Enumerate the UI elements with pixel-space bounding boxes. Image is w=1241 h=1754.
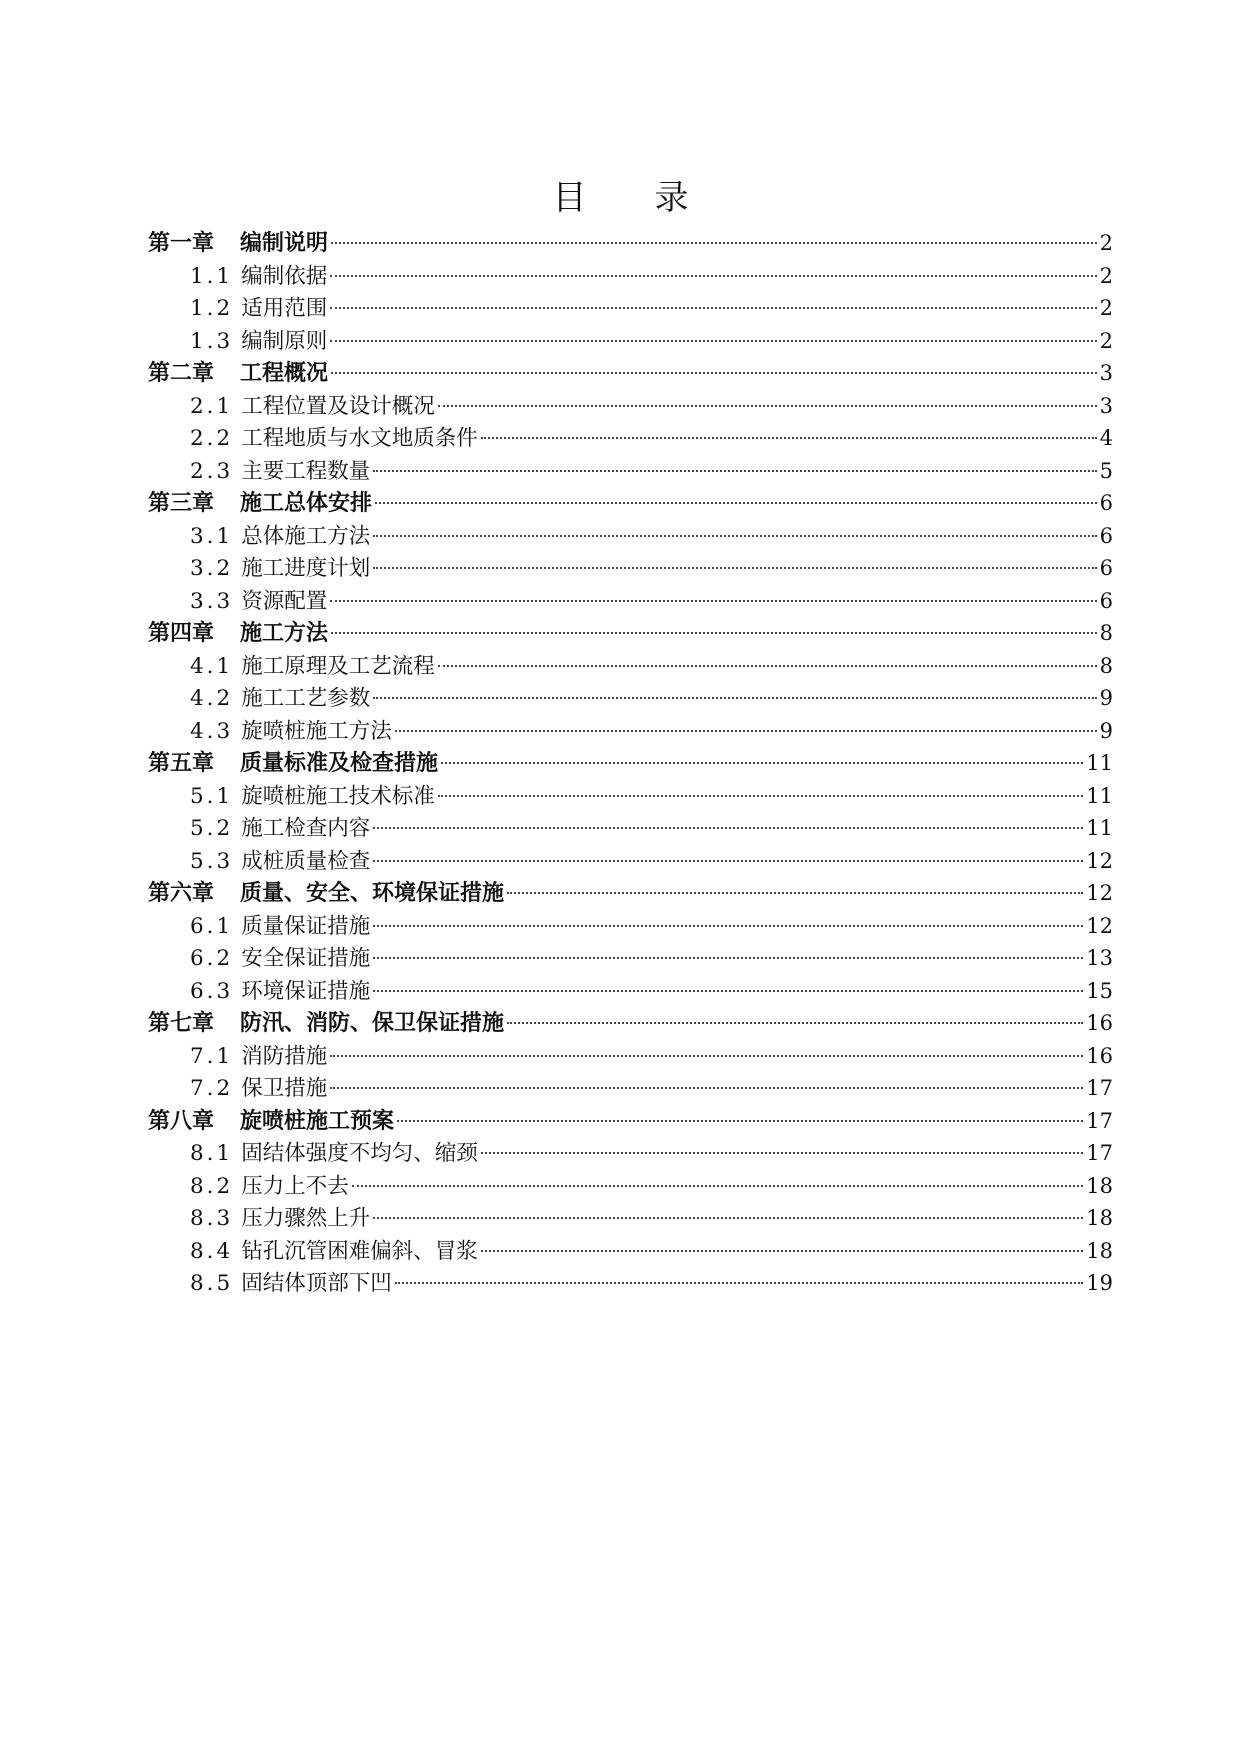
toc-entry-number: 1.3 [190,328,234,354]
dot-leader [438,405,1097,407]
toc-entry-label [148,747,438,780]
toc-section-entry[interactable] [148,552,1113,585]
toc-page-number: 17 [1086,1141,1113,1165]
toc-entry-label [148,1007,504,1040]
dot-leader [373,697,1096,699]
toc-entry-label [190,813,370,846]
toc-page-number: 17 [1086,1076,1113,1100]
toc-page-number: 17 [1086,1108,1113,1133]
toc-entry-title: 消防措施 [241,1043,328,1069]
toc-entry-number: 第五章 [148,750,215,776]
toc-entry-number: 8.2 [190,1173,234,1199]
toc-chapter-entry[interactable] [148,747,1113,780]
toc-entry-number: 1.2 [190,296,234,321]
toc-entry-label [190,391,435,424]
toc-entry-number: 5.3 [190,848,234,874]
dot-leader [330,1087,1083,1089]
toc-entry-number: 第四章 [148,620,215,646]
toc-entry-label [190,1203,370,1236]
toc-entry-number: 第三章 [148,490,215,516]
toc-page-number: 3 [1099,393,1113,418]
toc-entry-label [148,487,372,520]
toc-entry-number: 第八章 [148,1107,215,1134]
toc-entry-label [190,261,327,294]
toc-entry-number: 6.2 [190,946,234,971]
dot-leader [330,340,1096,342]
toc-entry-label [190,1236,478,1269]
toc-page-number: 13 [1086,946,1113,970]
toc-entry-number: 3.2 [190,556,234,581]
toc-entry-label [190,846,370,879]
toc-page-number: 12 [1086,913,1113,938]
toc-chapter-entry[interactable] [148,1105,1113,1138]
toc-page-number: 11 [1086,816,1113,840]
toc-entry-label [148,617,328,650]
toc-entry-label [190,326,327,359]
toc-entry-label [190,943,370,976]
dot-leader [438,795,1084,797]
toc-page-number: 2 [1099,263,1113,288]
toc-entry-title: 钻孔沉管困难偏斜、冒浆 [241,1238,478,1264]
page-title [0,170,1241,226]
toc-entry-label [148,1105,394,1138]
toc-section-entry[interactable] [148,1137,1113,1170]
dot-leader [373,827,1083,829]
toc-entry-title: 总体施工方法 [241,523,371,549]
toc-page-number: 12 [1086,848,1113,873]
toc-section-entry[interactable] [148,942,1113,975]
toc-entry-title: 固结体顶部下凹 [241,1271,392,1296]
toc-page-number: 2 [1099,296,1113,320]
toc-page-number: 3 [1099,361,1113,385]
toc-section-entry[interactable] [148,292,1113,325]
toc-page-number: 15 [1086,978,1113,1003]
toc-section-entry[interactable] [148,1170,1113,1203]
toc-page-number: 16 [1086,1011,1113,1035]
dot-leader [507,1022,1083,1024]
toc-entry-title: 压力上不去 [241,1173,349,1199]
toc-entry-title: 旋喷桩施工方法 [241,718,392,744]
toc-entry-title: 施工进度计划 [241,556,371,581]
toc-entry-title: 适用范围 [241,296,328,321]
toc-entry-label [190,683,370,716]
toc-entry-label [190,1268,392,1301]
toc-entry-number: 5.1 [190,783,234,809]
toc-entry-title: 压力骤然上升 [241,1206,371,1231]
toc-chapter-entry[interactable] [148,227,1113,260]
toc-section-entry[interactable] [148,812,1113,845]
dot-leader [481,1250,1084,1252]
toc-page-number: 11 [1086,783,1113,808]
toc-entry-title: 工程概况 [240,360,329,386]
toc-entry-number: 2.3 [190,458,234,484]
toc-entry-label [148,227,328,260]
toc-page-number: 19 [1086,1271,1113,1295]
toc-page-number: 6 [1099,523,1113,548]
toc-entry-title: 旋喷桩施工技术标准 [241,783,435,809]
dot-leader [331,632,1097,634]
toc-entry-label [190,911,370,944]
dot-leader [331,372,1097,374]
toc-entry-title: 质量、安全、环境保证措施 [240,880,505,906]
dot-leader [375,502,1097,504]
title-char-2: 录 [654,178,689,218]
toc-entry-title: 编制说明 [240,230,329,256]
toc-chapter-entry[interactable] [148,1007,1113,1040]
toc-page-number: 18 [1086,1173,1113,1198]
toc-entry-title: 施工总体安排 [240,490,373,516]
toc-page-number: 6 [1099,491,1113,515]
toc-entry-title: 成桩质量检查 [241,848,371,874]
dot-leader [330,307,1096,309]
toc-chapter-entry[interactable] [148,617,1113,650]
dot-leader [438,665,1097,667]
toc-entry-title: 防汛、消防、保卫保证措施 [240,1010,505,1036]
toc-page-number: 18 [1086,1238,1113,1263]
toc-page-number: 16 [1086,1043,1113,1068]
toc-entry-title: 主要工程数量 [241,458,371,484]
toc-section-entry[interactable] [148,1202,1113,1235]
toc-section-entry[interactable] [148,910,1113,943]
toc-page-number: 8 [1099,621,1113,645]
toc-entry-title: 编制依据 [241,263,328,289]
toc-section-entry[interactable] [148,1040,1113,1073]
toc-entry-title: 工程位置及设计概况 [241,393,435,419]
toc-section-entry[interactable] [148,1267,1113,1300]
toc-page-number: 18 [1086,1206,1113,1230]
toc-entry-label [190,553,370,586]
dot-leader [373,990,1083,992]
toc-entry-number: 第一章 [148,230,215,256]
toc-chapter-entry[interactable] [148,357,1113,390]
toc-entry-number: 7.1 [190,1043,234,1069]
toc-entry-label [148,357,328,390]
toc-entry-label [190,456,370,489]
dot-leader [397,1120,1083,1122]
dot-leader [373,957,1083,959]
toc-entry-title: 质量标准及检查措施 [240,750,439,776]
dot-leader [507,892,1083,894]
toc-entry-label [190,423,478,456]
toc-page-number: 11 [1086,751,1113,775]
dot-leader [352,1185,1084,1187]
toc-entry-title: 保卫措施 [241,1076,328,1101]
toc-entry-label [190,716,392,749]
dot-leader [373,567,1096,569]
toc-entry-number: 8.5 [190,1271,234,1296]
toc-section-entry[interactable] [148,1072,1113,1105]
toc-entry-title: 编制原则 [241,328,328,354]
dot-leader [330,275,1096,277]
toc-page-number: 5 [1099,458,1113,483]
toc-entry-label [148,877,504,910]
dot-leader [481,1152,1084,1154]
toc-entry-number: 6.3 [190,978,234,1004]
dot-leader [373,925,1083,927]
toc-section-entry[interactable] [148,520,1113,553]
toc-entry-number: 3.1 [190,523,234,549]
toc-entry-number: 3.3 [190,588,234,614]
dot-leader [373,1217,1083,1219]
toc-entry-label [190,781,435,814]
toc-section-entry[interactable] [148,682,1113,715]
dot-leader [331,242,1097,244]
toc-section-entry[interactable] [148,780,1113,813]
toc-section-entry[interactable] [148,845,1113,878]
toc-entry-title: 环境保证措施 [241,978,371,1004]
toc-entry-label [190,586,327,619]
toc-entry-number: 6.1 [190,913,234,939]
table-of-contents [148,227,1113,1300]
toc-entry-label [190,651,435,684]
toc-entry-label [190,1171,349,1204]
toc-entry-number: 2.2 [190,426,234,451]
toc-entry-label [190,1073,327,1106]
toc-section-entry[interactable] [148,715,1113,748]
toc-entry-title: 资源配置 [241,588,328,614]
toc-entry-number: 8.3 [190,1206,234,1231]
toc-entry-number: 1.1 [190,263,234,289]
toc-entry-title: 施工检查内容 [241,816,371,841]
toc-entry-number: 4.3 [190,718,234,744]
dot-leader [395,1282,1084,1284]
dot-leader [395,730,1097,732]
toc-entry-label [190,1041,327,1074]
toc-entry-number: 4.2 [190,686,234,711]
toc-chapter-entry[interactable] [148,487,1113,520]
toc-section-entry[interactable] [148,585,1113,618]
toc-page-number: 12 [1086,881,1113,905]
toc-entry-title: 质量保证措施 [241,913,371,939]
toc-section-entry[interactable] [148,390,1113,423]
toc-section-entry[interactable] [148,422,1113,455]
toc-section-entry[interactable] [148,975,1113,1008]
dot-leader [373,535,1096,537]
toc-entry-number: 7.2 [190,1076,234,1101]
toc-section-entry[interactable] [148,325,1113,358]
toc-page-number: 4 [1099,426,1113,450]
toc-entry-label [190,976,370,1009]
toc-page-number: 6 [1099,588,1113,613]
toc-entry-number: 5.2 [190,816,234,841]
toc-entry-number: 第七章 [148,1010,215,1036]
toc-page-number: 9 [1099,718,1113,743]
toc-page-number: 9 [1099,686,1113,710]
toc-entry-number: 4.1 [190,653,234,679]
toc-page-number: 8 [1099,653,1113,678]
dot-leader [330,1055,1083,1057]
dot-leader [441,762,1083,764]
toc-section-entry[interactable] [148,455,1113,488]
toc-entry-label [190,293,327,326]
toc-section-entry[interactable] [148,1235,1113,1268]
toc-entry-number: 2.1 [190,393,234,419]
dot-leader [330,600,1096,602]
toc-entry-number: 第二章 [148,360,215,386]
dot-leader [373,470,1096,472]
toc-entry-title: 固结体强度不均匀、缩颈 [241,1141,478,1166]
toc-entry-label [190,521,370,554]
toc-entry-title: 施工方法 [240,620,329,646]
toc-entry-title: 安全保证措施 [241,946,371,971]
toc-page-number: 2 [1099,328,1113,353]
dot-leader [373,860,1083,862]
toc-section-entry[interactable] [148,650,1113,683]
toc-page-number: 6 [1099,556,1113,580]
toc-page-number: 2 [1099,231,1113,255]
toc-entry-label [190,1138,478,1171]
toc-section-entry[interactable] [148,260,1113,293]
title-char-1: 目 [552,178,587,218]
toc-entry-number: 8.4 [190,1238,234,1264]
toc-entry-title: 工程地质与水文地质条件 [241,426,478,451]
toc-entry-title: 施工原理及工艺流程 [241,653,435,679]
toc-entry-title: 施工工艺参数 [241,686,371,711]
toc-entry-number: 8.1 [190,1141,234,1166]
toc-entry-title: 旋喷桩施工预案 [240,1107,395,1134]
toc-chapter-entry[interactable] [148,877,1113,910]
toc-entry-number: 第六章 [148,880,215,906]
dot-leader [481,437,1097,439]
